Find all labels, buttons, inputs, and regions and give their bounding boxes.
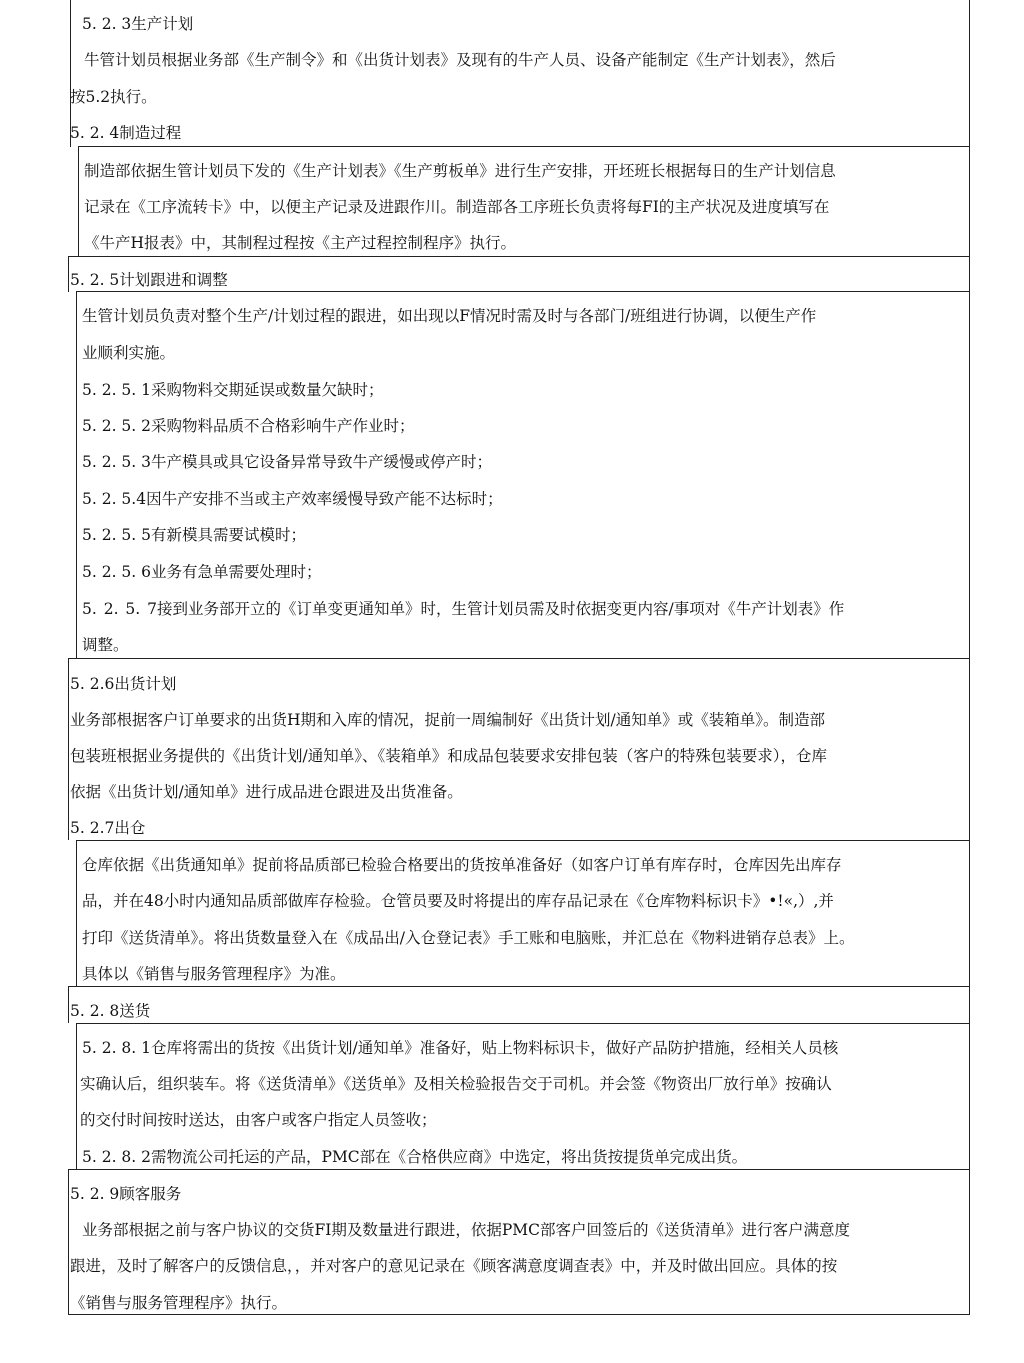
- list-item: 5. 2. 5.4因牛产安排不当或主产效率缓慢导致产能不达标时；: [82, 490, 503, 508]
- border-left: [68, 256, 69, 292]
- section-heading-5-2-5: 5. 2. 5计划跟进和调整: [70, 271, 228, 289]
- row-divider: [68, 1169, 970, 1170]
- paragraph-line: 按5.2执行。: [70, 88, 157, 106]
- border-left: [68, 658, 69, 840]
- bottom-border: [68, 1314, 970, 1315]
- paragraph-line: 具体以《销售与服务管理程序》为准。: [82, 965, 346, 983]
- section-heading-5-2-7: 5. 2.7出仓: [70, 819, 146, 837]
- border-right: [969, 0, 970, 147]
- border-right: [969, 1169, 970, 1315]
- row-divider: [76, 840, 970, 841]
- border-left: [68, 1169, 69, 1315]
- paragraph-line: 品，并在48小时内通知品质部做库存检验。仓管员要及时将提出的库存品记录在《仓库物料标识卡》•!«,）,并: [82, 892, 834, 910]
- border-left: [76, 1023, 77, 1169]
- paragraph-line: 业顺利实施。: [82, 344, 176, 362]
- border-left: [78, 146, 79, 256]
- paragraph-line: 依据《出货计划/通知单》进行成品进仓跟进及出货准备。: [70, 783, 463, 801]
- section-heading-5-2-6: 5. 2.6出货计划: [70, 675, 177, 693]
- border-left: [76, 840, 77, 986]
- paragraph-line: 跟进，及时了解客户的反馈信息，，并对客户的意见记录在《顾客满意度调查表》中，并及时做出回应。具体的按: [70, 1257, 838, 1275]
- section-heading-5-2-9: 5. 2. 9顾客服务: [70, 1185, 182, 1203]
- paragraph-line: 的交付时间按时送达，由客户或客户指定人员签收；: [80, 1111, 437, 1129]
- border-right: [969, 658, 970, 840]
- paragraph-line: 记录在《工序流转卡》中，以便主产记录及进跟作川。制造部各工序班长负责将每FI的主产状况及进度填写在: [84, 198, 830, 216]
- paragraph-line: 包装班根据业务提供的《出货计划/通知单》、《装箱单》和成品包装要求安排包装（客户的特殊包装要求），仓库: [70, 747, 827, 765]
- paragraph-line: 打印《送货清单》。将出货数量登入在《成品出/入仓登记表》手工账和电脑账，并汇总在《物料进销存总表》上。: [82, 929, 855, 947]
- border-left: [76, 291, 77, 658]
- paragraph-line: 《牛产H报表》中，其制程过程按《主产过程控制程序》执行。: [84, 234, 517, 252]
- list-item: 5. 2. 5. 5有新模具需要试模时；: [82, 526, 307, 544]
- list-item: 5. 2. 5. 2采购物料品质不合格彩响牛产作业时；: [82, 417, 415, 435]
- list-item-continuation: 调整。: [82, 636, 129, 654]
- list-item: 5. 2. 5. 1采购物料交期延误或数量欠缺时；: [82, 381, 384, 399]
- paragraph-line: 实确认后，组织装车。将《送货清单》《送货单》及相关检验报告交于司机。并会签《物资出厂放行单》按确认: [80, 1075, 832, 1093]
- section-heading-5-2-4: 5. 2. 4制造过程: [70, 124, 182, 142]
- row-divider: [78, 146, 970, 147]
- list-item: 5. 2. 5. 3牛产模具或具它设备异常导致牛产缓慢或停产时；: [82, 453, 493, 471]
- list-item: 5. 2. 5. 6业务有急单需要处理时；: [82, 563, 322, 581]
- list-item: 5. 2. 8. 2需物流公司托运的产品，PMC部在《合格供应商》中选定，将出货按提货单完成出货。: [82, 1148, 748, 1166]
- row-divider: [76, 291, 970, 292]
- paragraph-line: 仓库依据《出货通知单》捉前将品质部已检验合格要出的货按单准备好（如客户订单有库存时，仓库因先出库存: [82, 856, 842, 874]
- section-heading-5-2-8: 5. 2. 8送货: [70, 1002, 151, 1020]
- border-right: [969, 146, 970, 256]
- border-right: [969, 986, 970, 1023]
- section-heading-5-2-3: 5. 2. 3生产计划: [82, 15, 194, 33]
- paragraph-line: 业务部根据客户订单要求的出货H期和入库的情况，捉前一周编制好《出货计划/通知单》或《装箱单》。制造部: [70, 711, 825, 729]
- row-divider: [76, 1023, 970, 1024]
- border-left: [68, 986, 69, 1023]
- list-item: 5. 2. 8. 1仓库将需出的货按《出货计划/通知单》准备好，贴上物料标识卡，做好产品防护措施，经相关人员核: [82, 1039, 839, 1057]
- paragraph-line: 业务部根据之前与客户协议的交货FI期及数量进行跟进，依据PMC部客户回签后的《送货清单》进行客户满意度: [82, 1221, 851, 1239]
- paragraph-line: 《销售与服务管理程序》执行。: [70, 1294, 288, 1312]
- paragraph-line: 牛管计划员根据业务部《生产制令》和《出货计划表》及现有的牛产人员、设备产能制定《生产计划表》，然后: [84, 51, 836, 69]
- border-right: [969, 256, 970, 292]
- paragraph-line: 生管计划员负责对整个生产/计划过程的跟进，如出现以F情况时需及时与各部门/班组进行协调，以便生产作: [82, 307, 817, 325]
- row-divider: [68, 658, 970, 659]
- border-right: [969, 1023, 970, 1169]
- border-right: [969, 291, 970, 658]
- border-right: [969, 840, 970, 986]
- list-item: 5. 2. 5. 7接到业务部开立的《订单变更通知单》时，生管计划员需及时依据变更内容/事项对《牛产计划表》作: [82, 600, 845, 618]
- row-divider: [68, 986, 970, 987]
- row-divider: [68, 256, 970, 257]
- paragraph-line: 制造部依据生管计划员下发的《生产计划表》《生产剪板单》进行生产安排，开坯班长根据每日的生产计划信息: [84, 162, 836, 180]
